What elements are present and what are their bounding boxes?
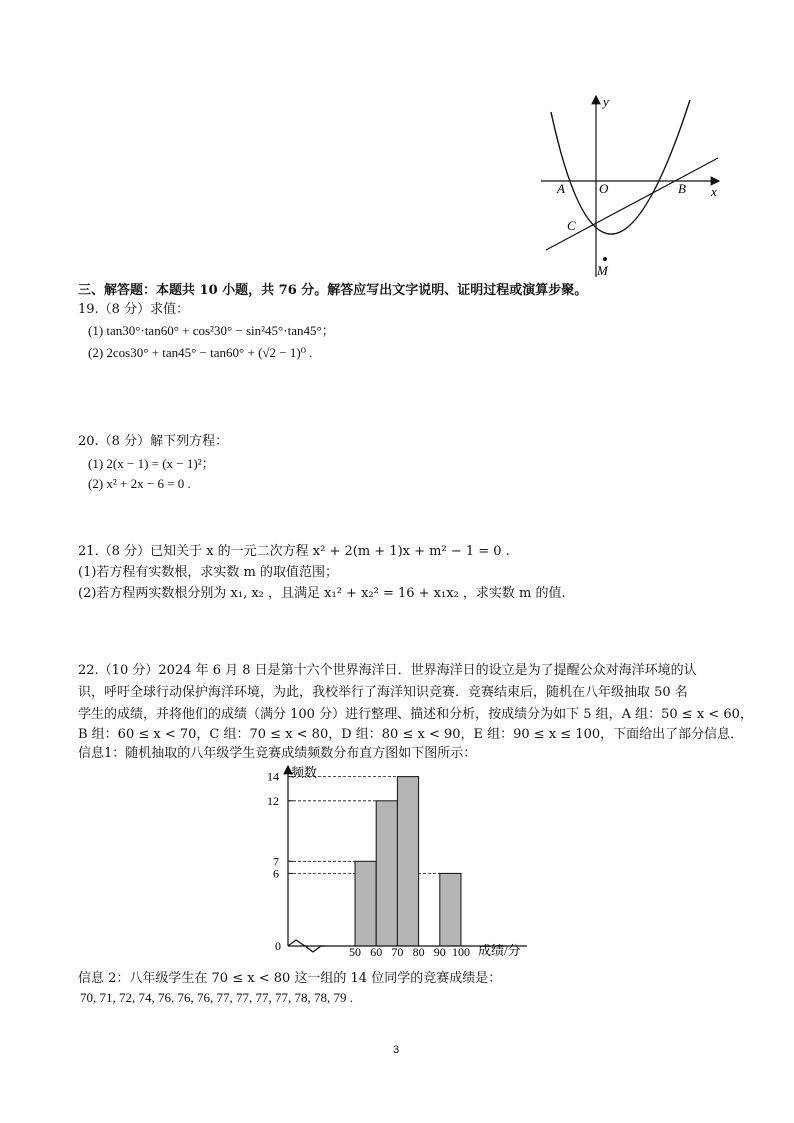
q19-part1: (1) tan30°·tan60° + cos²30° − sin²45°·tan45°； <box>88 323 335 338</box>
q22-line2: 识，呼吁全球行动保护海洋环境，为此，我校举行了海洋知识竞赛．竞赛结束后，随机在八年级抽取 50 名 <box>78 685 688 700</box>
x-tick-label: 50 <box>349 945 361 959</box>
label-m: M <box>597 263 608 278</box>
q22-line4: B 组：60 ≤ x < 70，C 组：70 ≤ x < 80，D 组：80 ≤ x < 90，E 组：90 ≤ x ≤ 100，下面给出了部分信息． <box>78 727 744 742</box>
line-bc <box>546 158 718 250</box>
y-tick-label: 7 <box>273 854 279 869</box>
y-tick-label: 6 <box>273 866 279 881</box>
q20-part2: (2) x² + 2x − 6 = 0 . <box>88 476 191 491</box>
histogram-bar-50-60 <box>355 861 376 946</box>
label-x: x <box>711 184 717 199</box>
label-a: A <box>557 181 565 196</box>
hist-y-label: 频数 <box>291 765 318 780</box>
label-o: O <box>599 181 609 196</box>
x-tick-label: 100 <box>452 945 470 959</box>
x-tick-label: 70 <box>391 945 404 959</box>
parabola-figure <box>535 92 735 282</box>
q22-scores: 70, 71, 72, 74, 76, 76, 76, 77, 77, 77, 77, 78, 78, 79 . <box>80 990 353 1005</box>
point-m <box>603 257 607 261</box>
q21-part2: (2)若方程两实数根分别为 x₁, x₂ ，且满足 x₁² + x₂² = 16 + x₁x₂ ，求实数 m 的值. <box>78 586 566 601</box>
x-tick-label: 80 <box>412 945 425 959</box>
histogram-bar-60-70 <box>376 801 397 946</box>
q22-line3: 学生的成绩，并将他们的成绩（满分 100 分）进行整理、描述和分析，按成绩分为如下 5 组，A 组：50 ≤ x < 60， <box>78 707 753 722</box>
q22-info1: 信息1：随机抽取的八年级学生竞赛成绩频数分布直方图如下图所示： <box>78 746 477 761</box>
q22-info2: 信息 2：八年级学生在 70 ≤ x < 80 这一组的 14 位同学的竞赛成绩是： <box>78 971 502 986</box>
q21-header: 21.（8 分）已知关于 x 的一元二次方程 x² + 2(m + 1)x + m² − 1 = 0 . <box>78 544 510 559</box>
q22-line1: 22.（10 分）2024 年 6 月 8 日是第十六个世界海洋日．世界海洋日的设立是为了提醒公众对海洋环境的认 <box>78 663 697 678</box>
y-tick-label: 14 <box>267 769 279 784</box>
parabola-curve <box>551 100 690 234</box>
histogram-bar-90-100 <box>440 873 461 946</box>
label-c: C <box>567 218 576 233</box>
section-heading: 三、解答题：本题共 10 小题，共 76 分。解答应写出文字说明、证明过程或演算步聚。 <box>78 283 588 298</box>
q21-part1: (1)若方程有实数根，求实数 m 的取值范围； <box>78 565 339 580</box>
label-y: y <box>603 94 609 109</box>
q20-part1: (1) 2(x − 1) = (x − 1)²； <box>88 456 215 471</box>
q19-part2: (2) 2cos30° + tan45° − tan60° + (√2 − 1)⁰ . <box>88 345 313 360</box>
y-tick-label: 0 <box>275 939 281 953</box>
x-tick-label: 60 <box>370 945 383 959</box>
hist-x-label: 成绩/分 <box>478 943 521 958</box>
q20-header: 20.（8 分）解下列方程： <box>78 434 229 449</box>
histogram-chart <box>265 762 535 962</box>
x-tick-label: 90 <box>433 945 446 959</box>
q19-header: 19.（8 分）求值： <box>78 302 190 317</box>
histogram-bar-70-80 <box>397 777 418 946</box>
y-tick-label: 12 <box>267 793 279 808</box>
page-number: 3 <box>393 1044 400 1056</box>
label-b: B <box>678 181 686 196</box>
